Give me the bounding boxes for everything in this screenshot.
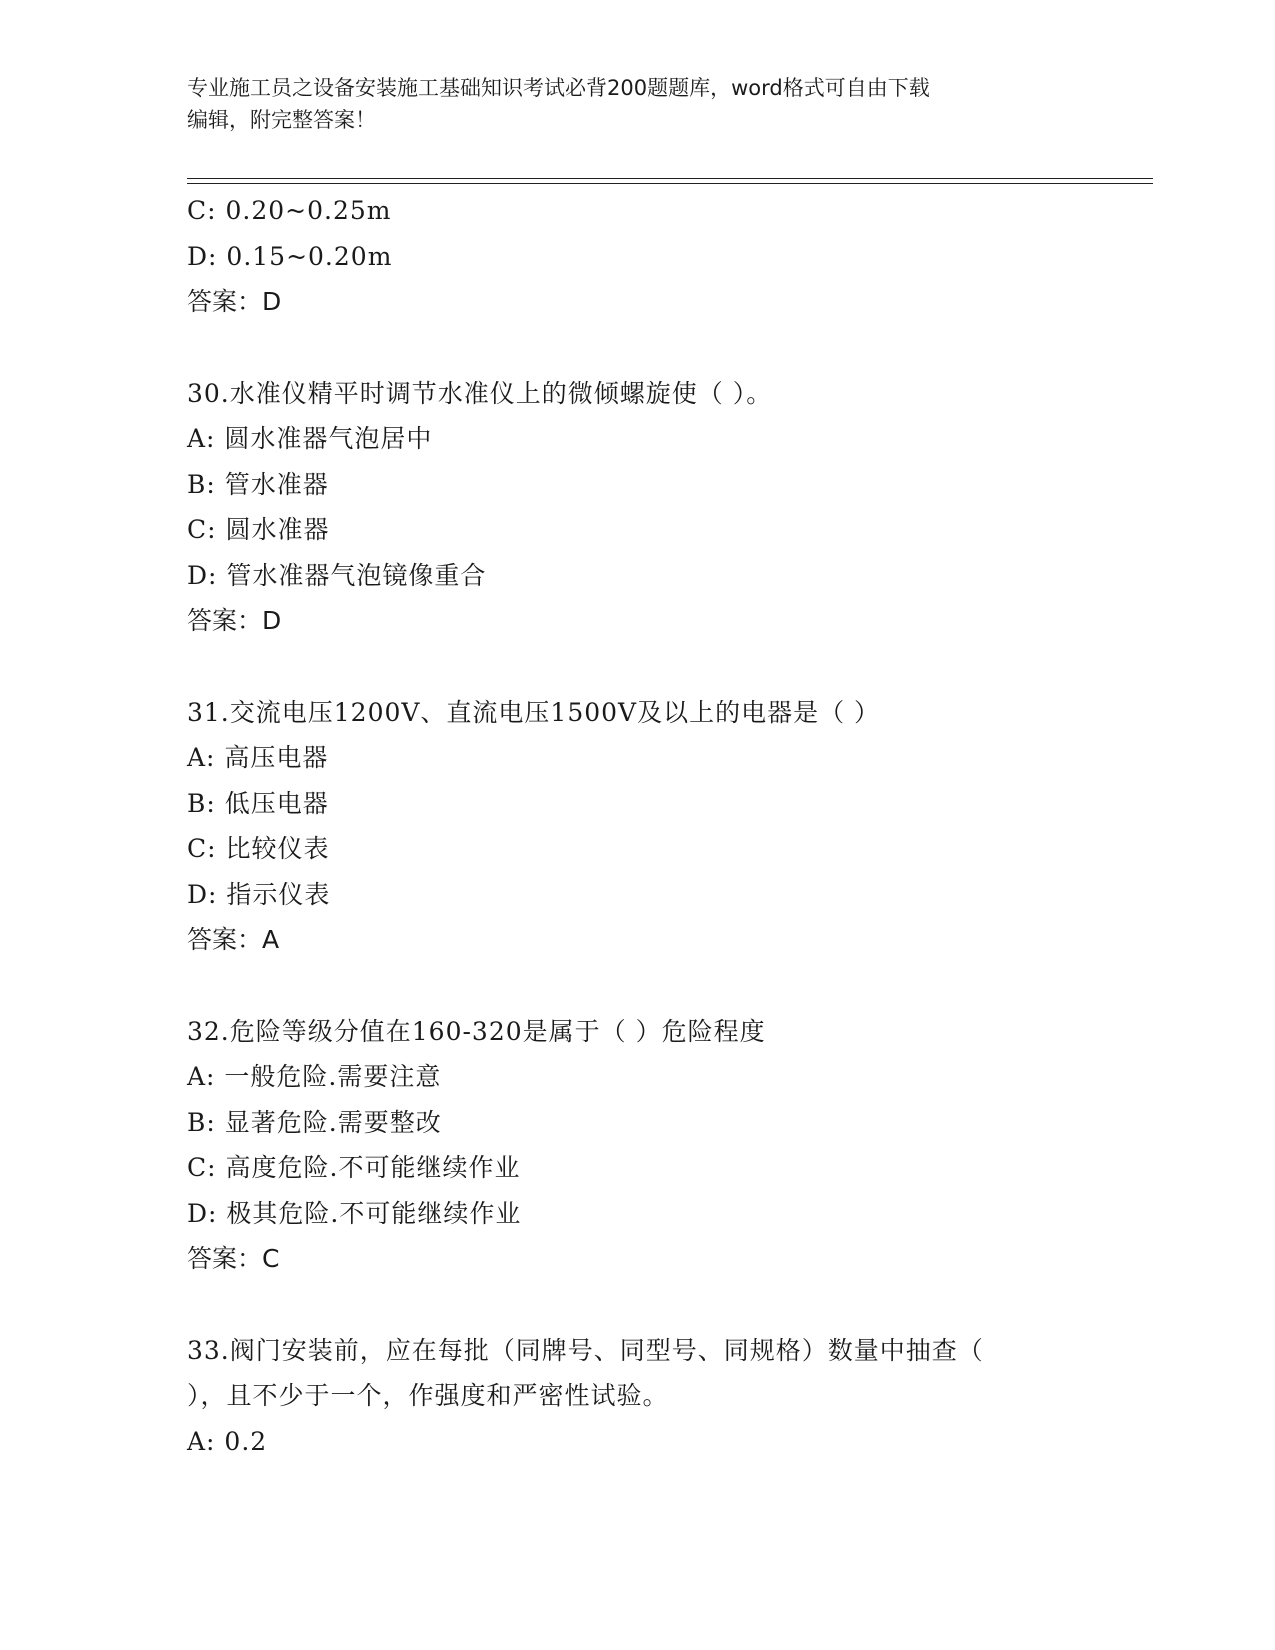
option-d: D: 指示仪表: [187, 879, 331, 909]
option-a: A: 圆水准器气泡居中: [187, 424, 433, 453]
option-c: C: 比较仪表: [187, 834, 330, 863]
question-block-30: [187, 371, 1087, 644]
option-a: A: 高压电器: [187, 743, 329, 772]
option-b: B: 显著危险.需要整改: [187, 1107, 442, 1137]
header-divider: [187, 178, 1153, 184]
question-stem-line2: ），且不少于一个，作强度和严密性试验。: [187, 1381, 669, 1410]
option-c: C: 高度危险.不可能继续作业: [187, 1153, 521, 1182]
question-stem: 32.危险等级分值在160-320是属于（ ）危险程度: [187, 1016, 766, 1046]
option-c: C: 圆水准器: [187, 515, 330, 544]
answer-line: 答案：A: [187, 925, 280, 954]
answer-line: 答案：D: [187, 606, 282, 635]
option-a: A: 一般危险.需要注意: [187, 1062, 442, 1091]
question-block-33: [187, 1328, 1087, 1465]
option-c: C: 0.20~0.25m: [187, 196, 392, 225]
option-a: A: 0.2: [187, 1426, 268, 1456]
question-stem-line1: 33.阀门安装前，应在每批（同牌号、同型号、同规格）数量中抽查（: [187, 1335, 984, 1365]
document-header: [187, 72, 1067, 136]
header-text-line2: 编辑，附完整答案！: [187, 108, 376, 132]
document-body: [187, 188, 1087, 1464]
question-stem: 31.交流电压1200V、直流电压1500V及以上的电器是（ ）: [187, 697, 881, 727]
header-text-line1: 专业施工员之设备安装施工基础知识考试必背200题题库，word格式可自由下载: [187, 76, 930, 100]
option-d: D: 管水准器气泡镜像重合: [187, 560, 487, 590]
option-d: D: 0.15~0.20m: [187, 241, 393, 271]
answer-line: 答案：D: [187, 287, 282, 316]
question-block-32: [187, 1009, 1087, 1282]
question-block-29-tail: [187, 188, 1087, 325]
question-stem: 30.水准仪精平时调节水准仪上的微倾螺旋使（ ）。: [187, 378, 773, 408]
question-block-31: [187, 690, 1087, 963]
option-b: B: 管水准器: [187, 469, 329, 499]
answer-line: 答案：C: [187, 1244, 280, 1273]
option-b: B: 低压电器: [187, 788, 329, 818]
option-d: D: 极其危险.不可能继续作业: [187, 1198, 522, 1228]
